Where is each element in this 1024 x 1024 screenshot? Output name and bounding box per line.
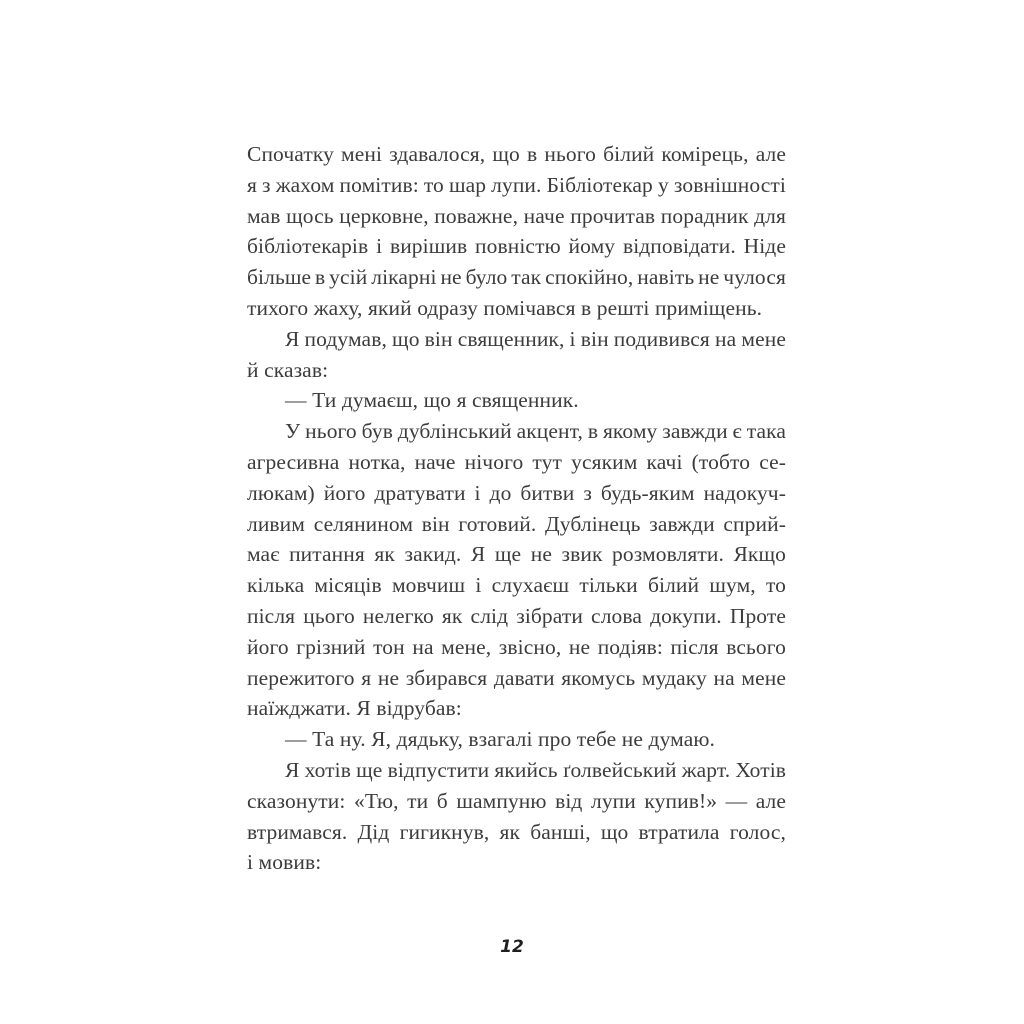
text-line-content: більше в усій лікарні не було так спокійно, навіть не чулося: [247, 265, 786, 290]
text-line-content: втримався. Дід гигикнув, як банші, що втратила голос,: [247, 819, 786, 844]
text-line: [247, 262, 786, 293]
text-line: [247, 385, 786, 416]
text-line: [247, 293, 786, 324]
text-line-content: мав щось церковне, поважне, наче прочитав порадник для: [247, 203, 787, 228]
text-line-content: У нього був дублінський акцент, в якому завжди є така: [285, 419, 787, 444]
text-line: [247, 663, 786, 694]
text-line: [247, 724, 786, 755]
text-line: [247, 478, 786, 509]
text-line: [247, 416, 786, 447]
text-line-content: ливим селянином він готовий. Дублінець завжди сприй-: [247, 511, 786, 536]
text-line: [247, 570, 786, 601]
text-line: [247, 139, 786, 170]
text-line-content: Я хотів ще відпустити якийсь ґолвейський жарт. Хотів: [285, 757, 787, 782]
text-line: [247, 817, 786, 848]
text-line-content: його грізний тон на мене, звісно, не подіяв: після всього: [247, 634, 787, 659]
text-line-content: тихого жаху, який одразу помічався в решті приміщень.: [247, 295, 763, 320]
text-line: [247, 509, 786, 540]
text-line: [247, 632, 786, 663]
text-line-content: — Та ну. Я, дядьку, взагалі про тебе не думаю.: [285, 727, 715, 752]
page-text: [247, 139, 786, 878]
text-line: [247, 693, 786, 724]
text-line: [247, 231, 786, 262]
text-line-content: й сказав:: [247, 357, 329, 382]
text-line-content: сказонути: «Тю, ти б шампуню від лупи купив!» — але: [247, 788, 787, 813]
text-line: [247, 755, 786, 786]
text-line: [247, 601, 786, 632]
text-line: [247, 786, 786, 817]
text-line-content: я з жахом помітив: то шар лупи. Бібліотекар у зовнішності: [247, 172, 786, 197]
text-line: [247, 170, 786, 201]
text-line-content: кілька місяців мовчиш і слухаєш тільки білий шум, то: [247, 573, 787, 598]
text-line: [247, 539, 786, 570]
text-line-content: — Ти думаєш, що я священник.: [285, 388, 579, 413]
text-line-content: бібліотекарів і вирішив повністю йому відповідати. Ніде: [247, 234, 786, 259]
text-line: [247, 201, 786, 232]
text-line-content: пережитого я не збирався давати якомусь мудаку на мене: [247, 665, 786, 690]
text-line-content: наїжджати. Я відрубав:: [247, 696, 462, 721]
text-line-content: агресивна нотка, наче нічого тут усяким качі (тобто се-: [247, 449, 786, 474]
text-line-content: Спочатку мені здавалося, що в нього білий комірець, але: [247, 142, 786, 166]
page-number: 12: [500, 937, 524, 957]
text-line: [247, 847, 786, 878]
text-line: [247, 355, 786, 386]
text-line-content: Я подумав, що він священник, і він подивився на мене: [285, 326, 786, 351]
text-line-content: має питання як закид. Я ще не звик розмовляти. Якщо: [247, 542, 786, 567]
text-line-content: і мовив:: [247, 850, 322, 875]
text-line: [247, 447, 786, 478]
text-line-content: після цього нелегко як слід зібрати слова докупи. Проте: [247, 603, 786, 628]
text-line-content: люкам) його дратувати і до битви з будь-яким надокуч-: [247, 480, 786, 505]
text-line: [247, 324, 786, 355]
